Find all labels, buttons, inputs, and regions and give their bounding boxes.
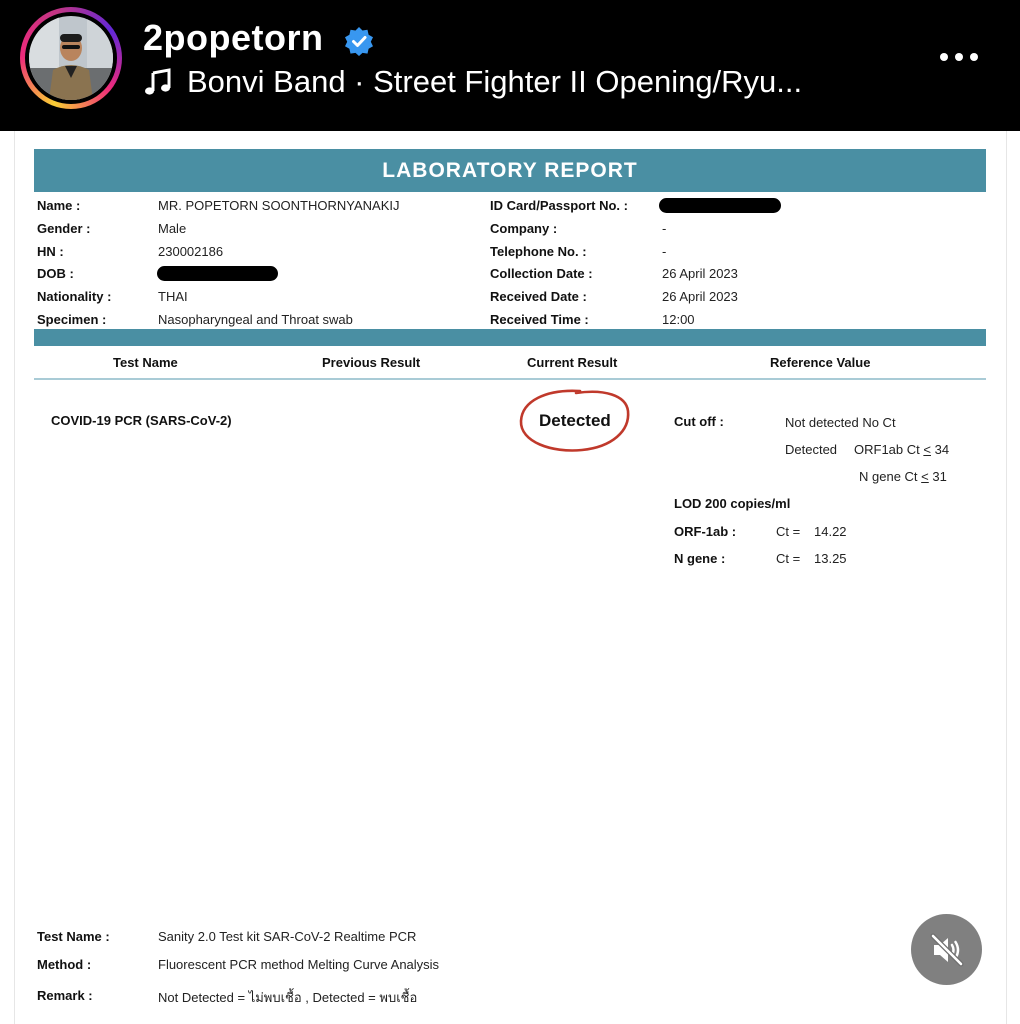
id-card-label: ID Card/Passport No. :: [490, 198, 628, 213]
story-ring[interactable]: [20, 7, 122, 109]
collection-date-value: 26 April 2023: [662, 266, 738, 281]
orf1ab-cutoff: ORF1ab Ct < 34: [854, 442, 950, 457]
col-current-result: Current Result: [527, 355, 618, 370]
specimen-label: Specimen :: [37, 312, 107, 327]
collection-date-label: Collection Date :: [490, 266, 593, 281]
id-card-redaction: [659, 198, 781, 213]
received-time-value: 12:00: [662, 312, 695, 327]
received-time-label: Received Time :: [490, 312, 589, 327]
n-gene-cutoff: N gene Ct < 31: [859, 469, 947, 484]
lab-report-image: [0, 131, 1020, 1024]
nationality-label: Nationality :: [37, 289, 112, 304]
n-gene-ct-label: Ct =: [776, 551, 801, 566]
n-gene-label: N gene :: [674, 551, 726, 566]
col-previous-result: Previous Result: [322, 355, 421, 370]
test-name: COVID-19 PCR (SARS-CoV-2): [51, 413, 232, 428]
col-test-name: Test Name: [113, 355, 178, 370]
footer-method-label: Method :: [37, 957, 92, 972]
orf1ab-ct-label: Ct =: [776, 524, 801, 539]
cutoff-label: Cut off :: [674, 414, 724, 429]
dob-label: DOB :: [37, 266, 74, 281]
more-options-button[interactable]: [936, 44, 982, 70]
more-horizontal-icon: [940, 53, 948, 61]
audio-track[interactable]: [143, 64, 802, 100]
header-rule: [34, 378, 986, 380]
footer-test-name-label: Test Name :: [37, 929, 110, 944]
nationality-value: THAI: [158, 289, 188, 304]
company-value: -: [662, 221, 667, 236]
footer-remark-value: Not Detected = ไม่พบเชื้อ , Detected = พบเชื้อ: [158, 990, 418, 1005]
post-header: [0, 0, 1020, 131]
speaker-muted-icon: [930, 933, 964, 967]
music-note-icon: [143, 67, 173, 97]
footer-remark-label: Remark :: [37, 988, 93, 1003]
lod-text: LOD 200 copies/ml: [674, 496, 791, 511]
audio-track-text: Bonvi Band · Street Fighter II Opening/Ryu...: [187, 64, 803, 99]
section-divider-bar: [34, 329, 986, 346]
col-reference-value: Reference Value: [770, 355, 871, 370]
hn-label: HN :: [37, 244, 64, 259]
orf1ab-ct-value: 14.22: [814, 524, 847, 539]
mute-toggle-button[interactable]: [911, 914, 982, 985]
footer-method-value: Fluorescent PCR method Melting Curve Analysis: [158, 957, 440, 972]
company-label: Company :: [490, 221, 558, 236]
verified-badge-icon: [344, 26, 374, 56]
received-date-value: 26 April 2023: [662, 289, 738, 304]
gender-label: Gender :: [37, 221, 91, 236]
hn-value: 230002186: [158, 244, 224, 259]
avatar[interactable]: [29, 16, 113, 100]
gender-value: Male: [158, 221, 187, 236]
name-label: Name :: [37, 198, 81, 213]
name-value: MR. POPETORN SOONTHORNYANAKIJ: [158, 198, 400, 213]
detected-ref-label: Detected: [785, 442, 838, 457]
report-title: LABORATORY REPORT: [382, 159, 638, 182]
report-title-bar: [34, 149, 986, 192]
current-result-value: Detected: [539, 411, 611, 430]
orf1ab-label: ORF-1ab :: [674, 524, 737, 539]
not-detected-ref: Not detected No Ct: [785, 415, 896, 430]
telephone-value: -: [662, 244, 667, 259]
username[interactable]: 2popetorn: [143, 17, 324, 58]
received-date-label: Received Date :: [490, 289, 587, 304]
footer-test-name-value: Sanity 2.0 Test kit SAR-CoV-2 Realtime PCR: [158, 929, 417, 944]
n-gene-ct-value: 13.25: [814, 551, 847, 566]
specimen-value: Nasopharyngeal and Throat swab: [158, 312, 353, 327]
dob-redaction: [157, 266, 278, 281]
telephone-label: Telephone No. :: [490, 244, 587, 259]
